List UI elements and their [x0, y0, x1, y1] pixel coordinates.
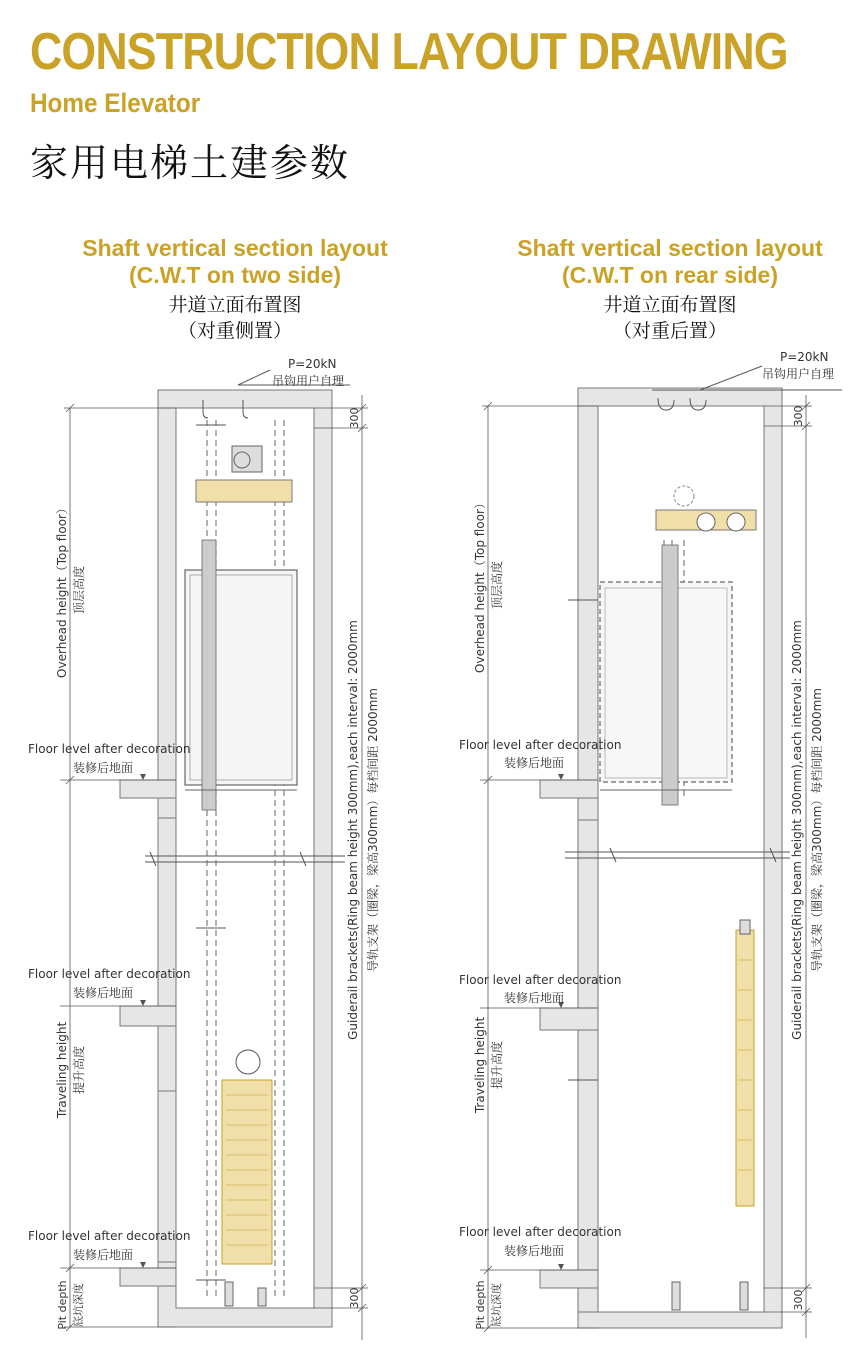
left-overhead-en: Overhead height（Top floor）: [55, 502, 69, 678]
right-wall-upper: [578, 406, 598, 780]
left-floor-level-1-en: Floor level after decoration: [28, 742, 191, 756]
right-shaft-drawing: [459, 350, 842, 1338]
right-floor-level-3-en: Floor level after decoration: [459, 1225, 622, 1239]
right-break-lines: [565, 848, 790, 862]
left-traveling-cn: 提升高度: [72, 1045, 86, 1095]
right-floor-level-1-en: Floor level after decoration: [459, 738, 622, 752]
left-title-line1: Shaft vertical section layout: [82, 235, 388, 261]
left-machine-beam: [196, 480, 292, 502]
right-floor-slab-1: [540, 780, 598, 798]
right-overhead-en: Overhead height（Top floor）: [473, 497, 487, 673]
right-guiderail-cn: 导轨支架（圈梁，梁高300mm）每档间距 2000mm: [810, 687, 824, 973]
left-floor-level-2-cn: 装修后地面: [73, 986, 134, 1000]
right-wall-mid: [578, 798, 598, 820]
right-dim-300-top: 300: [792, 405, 805, 427]
left-floor-slab-3: [120, 1268, 176, 1286]
left-cn-line1: 井道立面布置图: [168, 294, 302, 316]
right-floor-level-3-cn: 装修后地面: [504, 1244, 565, 1258]
left-dim-300-bottom: 300: [348, 1287, 361, 1309]
left-motor: [232, 446, 262, 472]
right-title-line1: Shaft vertical section layout: [517, 235, 823, 261]
right-floor-level-2-en: Floor level after decoration: [459, 973, 622, 987]
right-counterweight: [736, 930, 754, 1206]
left-traveling-en: Traveling height: [55, 1021, 69, 1119]
right-dim-300-bottom: 300: [792, 1289, 805, 1311]
left-title-line2: (C.W.T on two side): [128, 262, 342, 288]
right-guiderail-en: Guiderail brackets(Ring beam height 300mm),each interval: 2000mm: [790, 620, 804, 1040]
left-counterweight: [222, 1080, 272, 1264]
left-wall-lower: [158, 1026, 176, 1091]
right-hook-label: 吊钩用户自理: [762, 367, 835, 381]
left-floor-level-3-cn: 装修后地面: [73, 1248, 134, 1262]
left-load-label: P=20kN: [288, 357, 337, 371]
left-floor-level-3-en: Floor level after decoration: [28, 1229, 191, 1243]
right-floor-level-1-cn: 装修后地面: [504, 756, 565, 770]
right-traveling-cn: 提升高度: [490, 1040, 504, 1090]
left-shaft-drawing: [28, 357, 380, 1340]
left-wall-mid: [158, 798, 176, 818]
left-hook-label: 吊钩用户自理: [272, 374, 345, 388]
left-pit-cn: 底坑深度: [72, 1283, 85, 1327]
left-floor-slab-1: [120, 780, 176, 798]
left-dim-300-top: 300: [348, 407, 361, 429]
left-floor-level-1-cn: 装修后地面: [73, 761, 134, 775]
left-overhead-cn: 顶层高度: [72, 565, 86, 615]
right-wall-lower: [578, 1030, 598, 1080]
left-pit-en: Pit depth: [56, 1280, 69, 1330]
right-load-label: P=20kN: [780, 350, 829, 364]
right-pit-cn: 底坑深度: [490, 1283, 503, 1327]
right-cn-line1: 井道立面布置图: [603, 294, 737, 316]
right-floor-level-2-cn: 装修后地面: [504, 991, 565, 1005]
left-guiderail-en: Guiderail brackets(Ring beam height 300mm),each interval: 2000mm: [346, 620, 360, 1040]
left-cn-line2: （对重侧置）: [177, 320, 292, 342]
right-pit-en: Pit depth: [474, 1280, 487, 1330]
page-subtitle: Home Elevator: [30, 88, 201, 118]
right-title-line2: (C.W.T on rear side): [562, 262, 778, 288]
right-floor-slab-2: [540, 1008, 598, 1030]
right-cn-line2: （对重后置）: [612, 320, 727, 342]
right-overhead-cn: 顶层高度: [490, 560, 504, 610]
page-title-chinese: 家用电梯土建参数: [30, 141, 351, 185]
page-title: CONSTRUCTION LAYOUT DRAWING: [30, 23, 788, 81]
left-floor-level-2-en: Floor level after decoration: [28, 967, 191, 981]
left-floor-slab-2: [120, 1006, 176, 1026]
left-wall-upper: [158, 408, 176, 780]
left-guiderail-cn: 导轨支架（圈梁，梁高300mm）每档间距 2000mm: [366, 687, 380, 973]
right-traveling-en: Traveling height: [473, 1016, 487, 1114]
right-floor-slab-3: [540, 1270, 598, 1288]
